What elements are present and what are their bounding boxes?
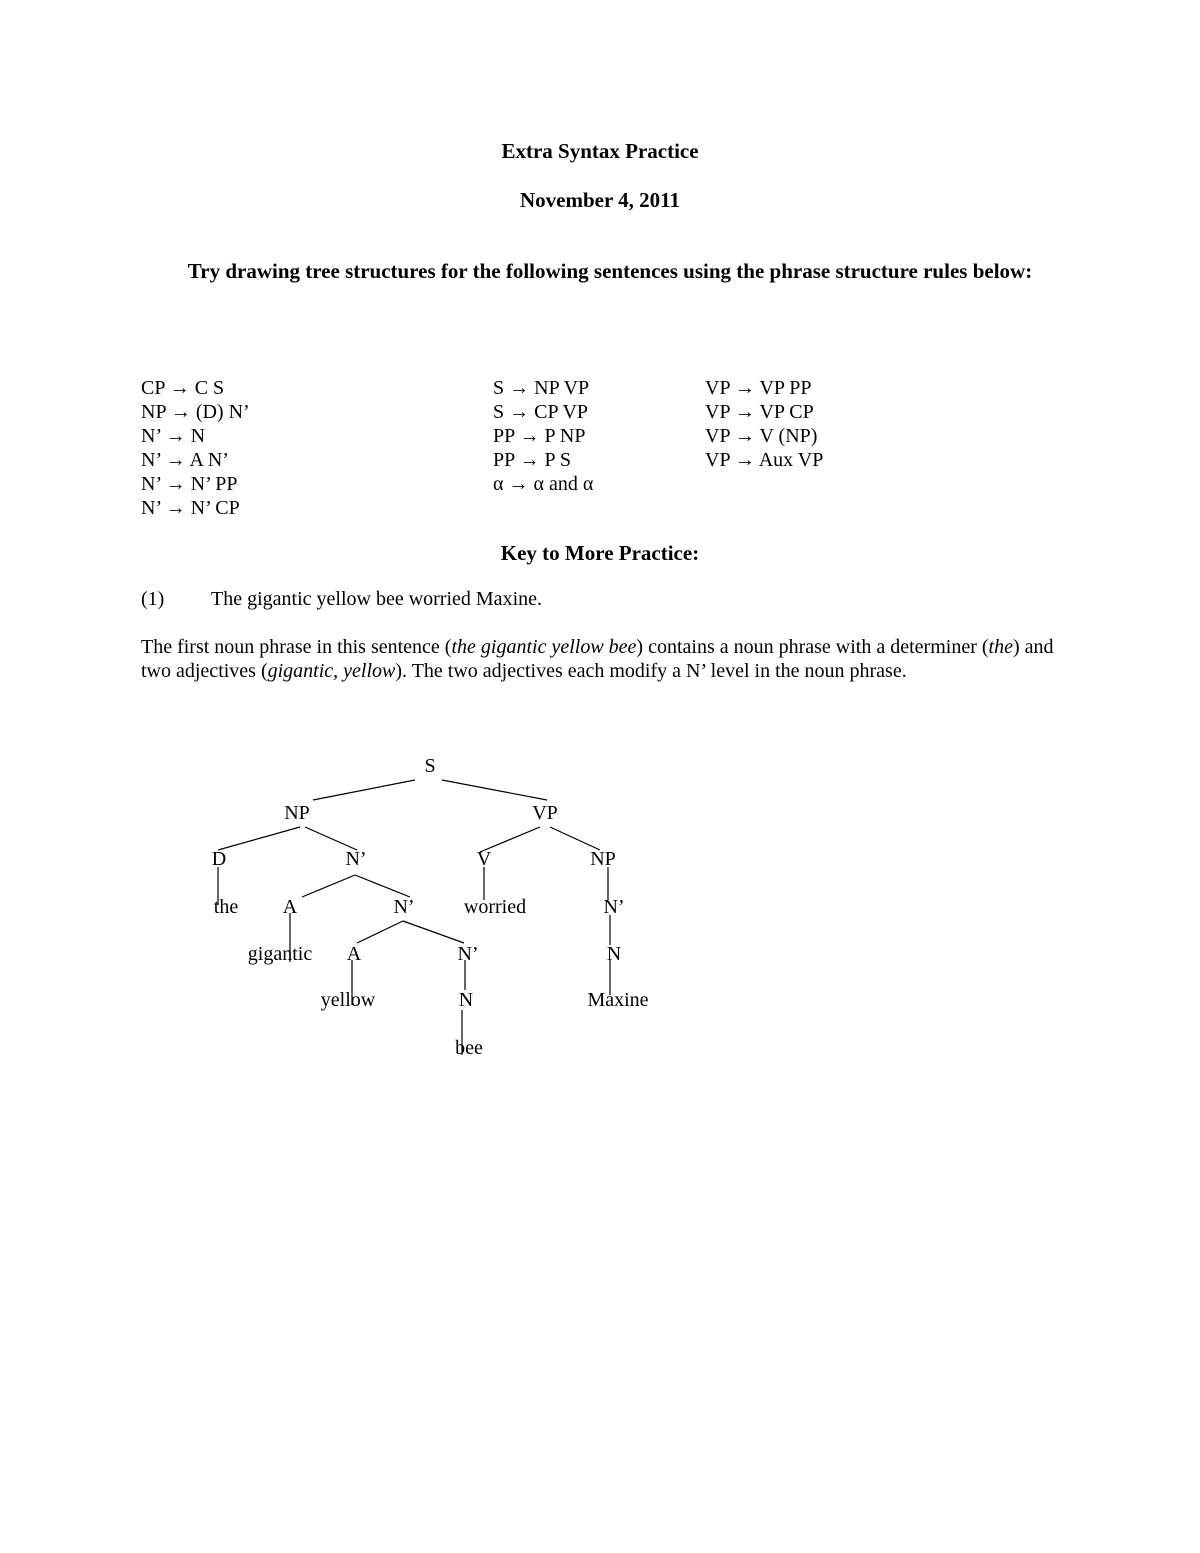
rule: N’ → N’ CP [141, 497, 240, 519]
rule: PP → P S [493, 449, 572, 471]
leaf-bee: bee [455, 1037, 483, 1059]
leaf-the: the [213, 896, 239, 918]
branch [305, 827, 357, 850]
rule: VP → VP CP [705, 401, 814, 423]
rule: N’ → A N’ [141, 449, 229, 471]
branch [442, 780, 547, 800]
rule: VP → VP PP [705, 377, 812, 399]
node-nbar: N’ [603, 896, 625, 918]
node-vp: VP [532, 802, 558, 824]
example-sentence: The gigantic yellow bee worried Maxine. [211, 588, 542, 610]
rule: α → α and α [493, 473, 594, 495]
node-n: N [458, 989, 474, 1011]
rule: CP → C S [141, 377, 225, 399]
branch [550, 827, 600, 850]
tree-node-labels [212, 755, 649, 1059]
branch [355, 875, 410, 897]
rule: N’ → N [141, 425, 206, 447]
node-v: V [476, 848, 492, 870]
node-a: A [282, 896, 298, 918]
node-n: N [606, 943, 622, 965]
leaf-gigantic: gigantic [247, 943, 313, 965]
node-d: D [211, 848, 227, 870]
rule: S → CP VP [493, 401, 589, 423]
document-title: Extra Syntax Practice [501, 139, 699, 163]
branch [403, 921, 464, 943]
rule: PP → P NP [493, 425, 586, 447]
leaf-maxine: Maxine [587, 989, 649, 1011]
node-nbar: N’ [457, 943, 479, 965]
rule: VP → Aux VP [705, 449, 824, 471]
node-nbar: N’ [345, 848, 367, 870]
leaf-yellow: yellow [320, 989, 376, 1011]
explanation-paragraph: The first noun phrase in this sentence (the gigantic yellow bee) contains a noun phrase with a determiner (the) and two adjectives (gigantic, yellow). The two adjectives each modify a N’ level in the noun phrase. [141, 636, 1054, 682]
branch [218, 827, 300, 850]
document-date: November 4, 2011 [519, 188, 680, 212]
key-heading: Key to More Practice: [500, 541, 700, 565]
rule: VP → V (NP) [705, 425, 818, 447]
item-number: (1) [141, 588, 165, 610]
node-s: S [424, 755, 436, 777]
rule: NP → (D) N’ [141, 401, 250, 423]
node-np: NP [590, 848, 616, 870]
branch [302, 875, 355, 897]
leaf-worried: worried [463, 896, 527, 918]
instruction-text: Try drawing tree structures for the following sentences using the phrase structure rules below: [187, 259, 1033, 283]
rule: S → NP VP [493, 377, 590, 399]
branch [313, 780, 415, 800]
node-np: NP [284, 802, 310, 824]
node-a: A [346, 943, 362, 965]
rule: N’ → N’ PP [141, 473, 238, 495]
branch [357, 921, 403, 943]
node-nbar: N’ [393, 896, 415, 918]
